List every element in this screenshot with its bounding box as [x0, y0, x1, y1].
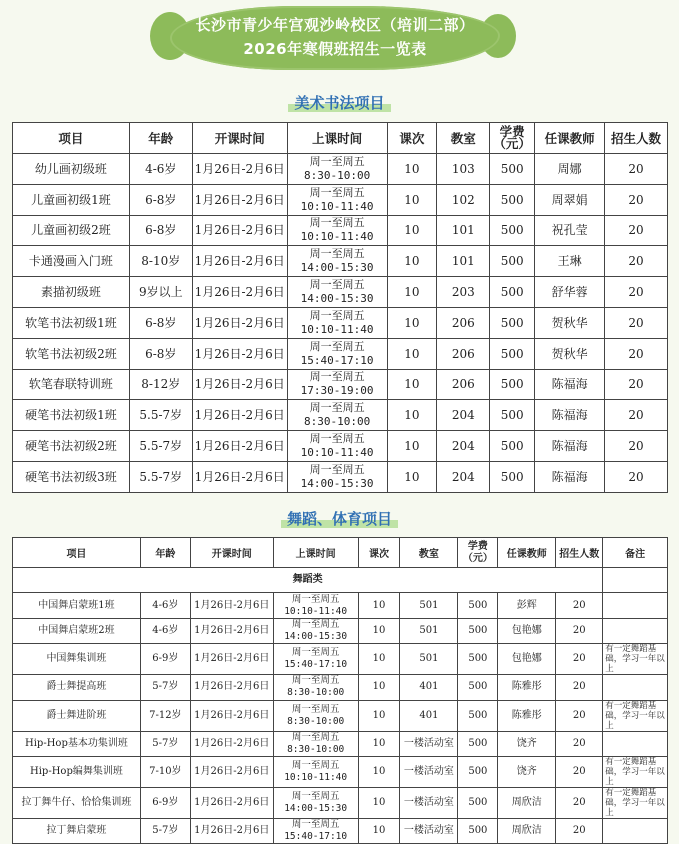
- enrollment-cell: 20: [556, 644, 603, 675]
- art-header-row: [13, 123, 668, 154]
- banner-title-line1: 长沙市青少年宫观沙岭校区（培训二部）: [195, 16, 475, 34]
- sessions-cell: 10: [358, 700, 400, 731]
- tuition-cell: 500: [490, 307, 535, 338]
- art-section-title-text: 美术书法项目: [288, 94, 390, 112]
- class-time-cell: [287, 184, 387, 215]
- note-cell: [603, 618, 668, 643]
- classroom-cell: 一楼活动室: [400, 756, 458, 787]
- tuition-cell: 500: [490, 154, 535, 185]
- teacher-cell: 贺秋华: [535, 338, 605, 369]
- tuition-cell: 500: [458, 675, 498, 700]
- class-days: 周一至周五: [291, 618, 340, 630]
- course-dates-cell: 1月26日-2月6日: [190, 618, 273, 643]
- note-cell: [603, 675, 668, 700]
- art-section-title: [0, 92, 679, 113]
- age-cell: 5.5-7岁: [129, 461, 192, 492]
- sessions-cell: 10: [387, 154, 437, 185]
- dance_section-header-6: 学费 （元）: [458, 538, 498, 568]
- course-name-cell: 中国舞集训班: [13, 644, 141, 675]
- class-hours: 14:00-15:30: [300, 261, 374, 275]
- art_section-header-3: 上课时间: [287, 123, 387, 154]
- age-cell: 5-7岁: [140, 818, 190, 843]
- tuition-cell: 500: [490, 215, 535, 246]
- class-time-cell: [287, 215, 387, 246]
- teacher-cell: 王琳: [535, 246, 605, 277]
- class-time-cell: [273, 644, 358, 675]
- class-time-cell: [287, 154, 387, 185]
- teacher-cell: 周欣洁: [498, 818, 556, 843]
- class-days: 周一至周五: [309, 401, 365, 415]
- dance-section-title: [0, 508, 679, 529]
- course-dates-cell: 1月26日-2月6日: [192, 215, 287, 246]
- teacher-cell: 陈福海: [535, 461, 605, 492]
- sessions-cell: 10: [387, 184, 437, 215]
- dance_section-row: [13, 618, 668, 643]
- class-hours: 14:00-15:30: [284, 630, 348, 642]
- class-hours: 14:00-15:30: [300, 292, 374, 306]
- class-days: 周一至周五: [309, 278, 365, 292]
- course-dates-cell: 1月26日-2月6日: [192, 184, 287, 215]
- dance_section-header-4: 课次: [358, 538, 400, 568]
- art_section-row: [13, 461, 668, 492]
- age-cell: 4-6岁: [129, 154, 192, 185]
- enrollment-cell: 20: [556, 700, 603, 731]
- class-days: 周一至周五: [309, 339, 365, 353]
- enrollment-cell: 20: [605, 461, 668, 492]
- art_section-row: [13, 154, 668, 185]
- course-name-cell: 幼儿画初级班: [13, 154, 130, 185]
- art_section-header-1: 年龄: [129, 123, 192, 154]
- art_section-header-0: 项目: [13, 123, 130, 154]
- enrollment-cell: 20: [556, 731, 603, 756]
- course-dates-cell: 1月26日-2月6日: [192, 246, 287, 277]
- class-days: 周一至周五: [309, 247, 365, 261]
- class-hours: 8:30-10:00: [287, 743, 345, 755]
- class-hours: 8:30-10:00: [303, 168, 371, 182]
- enrollment-cell: 20: [605, 400, 668, 431]
- class-time-cell: [273, 700, 358, 731]
- class-time-cell: [273, 675, 358, 700]
- class-time-cell: [287, 461, 387, 492]
- age-cell: 5-7岁: [140, 731, 190, 756]
- art_section-row: [13, 184, 668, 215]
- age-cell: 5.5-7岁: [129, 400, 192, 431]
- dance-section-title-text: 舞蹈、体育项目: [281, 510, 398, 528]
- dance_section-row: [13, 644, 668, 675]
- art_section-row: [13, 215, 668, 246]
- enrollment-cell: 20: [605, 277, 668, 308]
- class-time-cell: [273, 787, 358, 818]
- sessions-cell: 10: [387, 307, 437, 338]
- class-days: 周一至周五: [309, 370, 365, 384]
- course-name-cell: 硬笔书法初级2班: [13, 431, 130, 462]
- sessions-cell: 10: [387, 461, 437, 492]
- course-name-cell: 爵士舞提高班: [13, 675, 141, 700]
- art_section-row: [13, 246, 668, 277]
- teacher-cell: 周翠娟: [535, 184, 605, 215]
- class-time-cell: [287, 246, 387, 277]
- course-dates-cell: 1月26日-2月6日: [192, 369, 287, 400]
- sessions-cell: 10: [358, 756, 400, 787]
- course-name-cell: 软笔春联特训班: [13, 369, 130, 400]
- classroom-cell: 203: [437, 277, 490, 308]
- course-name-cell: 爵士舞进阶班: [13, 700, 141, 731]
- teacher-cell: 陈雅彤: [498, 700, 556, 731]
- class-days: 周一至周五: [291, 593, 340, 605]
- classroom-cell: 206: [437, 338, 490, 369]
- dance_section-header-0: 项目: [13, 538, 141, 568]
- class-days: 周一至周五: [291, 703, 340, 715]
- sessions-cell: 10: [358, 818, 400, 843]
- course-name-cell: 硬笔书法初级3班: [13, 461, 130, 492]
- class-hours: 10:10-11:40: [284, 771, 348, 783]
- dance-category-label: 舞蹈类: [13, 568, 603, 593]
- class-hours: 10:10-11:40: [284, 605, 348, 617]
- classroom-cell: 103: [437, 154, 490, 185]
- sessions-cell: 10: [387, 431, 437, 462]
- art_section-row: [13, 431, 668, 462]
- course-dates-cell: 1月26日-2月6日: [192, 307, 287, 338]
- course-name-cell: 中国舞启蒙班2班: [13, 618, 141, 643]
- dance_section-row: [13, 731, 668, 756]
- classroom-cell: 一楼活动室: [400, 731, 458, 756]
- class-time-cell: [287, 431, 387, 462]
- age-cell: 7-12岁: [140, 700, 190, 731]
- classroom-cell: 204: [437, 431, 490, 462]
- class-days: 周一至周五: [309, 185, 365, 199]
- classroom-cell: 204: [437, 400, 490, 431]
- course-name-cell: 硬笔书法初级1班: [13, 400, 130, 431]
- sessions-cell: 10: [387, 277, 437, 308]
- age-cell: 4-6岁: [140, 618, 190, 643]
- dance_section-row: [13, 787, 668, 818]
- class-time-cell: [287, 400, 387, 431]
- tuition-cell: 500: [458, 593, 498, 618]
- class-time-cell: [273, 593, 358, 618]
- note-cell: 有一定舞蹈基础，学习一年以上: [603, 700, 668, 731]
- course-dates-cell: 1月26日-2月6日: [192, 277, 287, 308]
- class-time-cell: [287, 369, 387, 400]
- dance-category-row: [13, 568, 668, 593]
- class-time-cell: [273, 618, 358, 643]
- class-hours: 10:10-11:40: [300, 322, 374, 336]
- course-dates-cell: 1月26日-2月6日: [190, 731, 273, 756]
- dance-schedule-table: [12, 537, 668, 844]
- age-cell: 5-7岁: [140, 675, 190, 700]
- course-dates-cell: 1月26日-2月6日: [190, 818, 273, 843]
- sessions-cell: 10: [387, 400, 437, 431]
- tuition-cell: 500: [458, 644, 498, 675]
- sessions-cell: 10: [358, 593, 400, 618]
- course-dates-cell: 1月26日-2月6日: [192, 431, 287, 462]
- teacher-cell: 周娜: [535, 154, 605, 185]
- classroom-cell: 501: [400, 593, 458, 618]
- class-days: 周一至周五: [291, 675, 340, 687]
- dance_section-row: [13, 756, 668, 787]
- art_section-row: [13, 338, 668, 369]
- classroom-cell: 101: [437, 246, 490, 277]
- enrollment-cell: 20: [605, 215, 668, 246]
- teacher-cell: 周欣洁: [498, 787, 556, 818]
- class-hours: 8:30-10:00: [287, 715, 345, 727]
- sessions-cell: 10: [358, 787, 400, 818]
- dance_section-row: [13, 818, 668, 843]
- art_section-row: [13, 277, 668, 308]
- art_section-header-7: 任课教师: [535, 123, 605, 154]
- course-dates-cell: 1月26日-2月6日: [190, 700, 273, 731]
- classroom-cell: 204: [437, 461, 490, 492]
- art_section-row: [13, 400, 668, 431]
- sessions-cell: 10: [387, 369, 437, 400]
- art-schedule-table: [12, 122, 668, 493]
- course-dates-cell: 1月26日-2月6日: [190, 675, 273, 700]
- enrollment-cell: 20: [605, 307, 668, 338]
- age-cell: 6-8岁: [129, 338, 192, 369]
- classroom-cell: 102: [437, 184, 490, 215]
- class-days: 周一至周五: [309, 462, 365, 476]
- sessions-cell: 10: [358, 644, 400, 675]
- class-time-cell: [273, 756, 358, 787]
- art_section-header-5: 教室: [437, 123, 490, 154]
- teacher-cell: 祝孔莹: [535, 215, 605, 246]
- course-dates-cell: 1月26日-2月6日: [192, 461, 287, 492]
- enrollment-cell: 20: [556, 618, 603, 643]
- teacher-cell: 陈福海: [535, 400, 605, 431]
- note-cell: [603, 731, 668, 756]
- age-cell: 6-9岁: [140, 644, 190, 675]
- tuition-cell: 500: [490, 461, 535, 492]
- class-time-cell: [287, 277, 387, 308]
- course-name-cell: 软笔书法初级1班: [13, 307, 130, 338]
- tuition-cell: 500: [490, 369, 535, 400]
- classroom-cell: 401: [400, 675, 458, 700]
- course-name-cell: 中国舞启蒙班1班: [13, 593, 141, 618]
- class-days: 周一至周五: [291, 759, 340, 771]
- enrollment-cell: 20: [605, 246, 668, 277]
- teacher-cell: 陈福海: [535, 369, 605, 400]
- course-dates-cell: 1月26日-2月6日: [192, 338, 287, 369]
- teacher-cell: 包艳娜: [498, 618, 556, 643]
- dance_section-header-7: 任课教师: [498, 538, 556, 568]
- class-time-cell: [287, 338, 387, 369]
- class-hours: 8:30-10:00: [287, 687, 345, 699]
- dance_section-row: [13, 700, 668, 731]
- course-name-cell: 儿童画初级2班: [13, 215, 130, 246]
- enrollment-cell: 20: [605, 184, 668, 215]
- art_section-row: [13, 307, 668, 338]
- course-dates-cell: 1月26日-2月6日: [190, 787, 273, 818]
- tuition-cell: 500: [490, 246, 535, 277]
- course-dates-cell: 1月26日-2月6日: [192, 154, 287, 185]
- enrollment-cell: 20: [605, 154, 668, 185]
- age-cell: 6-9岁: [140, 787, 190, 818]
- tuition-cell: 500: [490, 184, 535, 215]
- enrollment-cell: 20: [556, 787, 603, 818]
- classroom-cell: 206: [437, 369, 490, 400]
- class-time-cell: [273, 818, 358, 843]
- class-days: 周一至周五: [291, 819, 340, 831]
- enrollment-cell: 20: [605, 369, 668, 400]
- class-hours: 17:30-19:00: [300, 384, 374, 398]
- tuition-cell: 500: [458, 818, 498, 843]
- tuition-cell: 500: [490, 400, 535, 431]
- teacher-cell: 饶齐: [498, 731, 556, 756]
- tuition-cell: 500: [458, 618, 498, 643]
- class-hours: 15:40-17:10: [300, 353, 374, 367]
- art_section-header-8: 招生人数: [605, 123, 668, 154]
- course-dates-cell: 1月26日-2月6日: [192, 400, 287, 431]
- course-dates-cell: 1月26日-2月6日: [190, 756, 273, 787]
- dance_section-header-9: 备注: [603, 538, 668, 568]
- classroom-cell: 501: [400, 618, 458, 643]
- course-name-cell: 儿童画初级1班: [13, 184, 130, 215]
- dance_section-header-1: 年龄: [140, 538, 190, 568]
- sessions-cell: 10: [387, 215, 437, 246]
- dance_section-row: [13, 675, 668, 700]
- class-days: 周一至周五: [291, 790, 340, 802]
- dance-category-note: [603, 568, 668, 593]
- course-name-cell: 拉丁舞启蒙班: [13, 818, 141, 843]
- classroom-cell: 501: [400, 644, 458, 675]
- dance-header-row: [13, 538, 668, 568]
- age-cell: 6-8岁: [129, 307, 192, 338]
- note-cell: [603, 818, 668, 843]
- note-cell: 有一定舞蹈基础，学习一年以上: [603, 756, 668, 787]
- sessions-cell: 10: [358, 731, 400, 756]
- age-cell: 4-6岁: [140, 593, 190, 618]
- sessions-cell: 10: [387, 246, 437, 277]
- teacher-cell: 彭辉: [498, 593, 556, 618]
- class-hours: 15:40-17:10: [284, 831, 348, 843]
- class-days: 周一至周五: [291, 731, 340, 743]
- class-days: 周一至周五: [309, 154, 365, 168]
- teacher-cell: 饶齐: [498, 756, 556, 787]
- class-time-cell: [287, 307, 387, 338]
- class-hours: 14:00-15:30: [284, 802, 348, 814]
- art_section-header-6: 学费 （元）: [490, 123, 535, 154]
- teacher-cell: 陈福海: [535, 431, 605, 462]
- classroom-cell: 一楼活动室: [400, 787, 458, 818]
- art_section-header-2: 开课时间: [192, 123, 287, 154]
- note-cell: 有一定舞蹈基础，学习一年以上: [603, 787, 668, 818]
- class-days: 周一至周五: [309, 432, 365, 446]
- age-cell: 8-12岁: [129, 369, 192, 400]
- class-hours: 15:40-17:10: [284, 659, 348, 671]
- class-hours: 10:10-11:40: [300, 199, 374, 213]
- dance_section-header-8: 招生人数: [556, 538, 603, 568]
- note-cell: [603, 593, 668, 618]
- tuition-cell: 500: [458, 787, 498, 818]
- tuition-cell: 500: [490, 338, 535, 369]
- classroom-cell: 206: [437, 307, 490, 338]
- note-cell: 有一定舞蹈基础，学习一年以上: [603, 644, 668, 675]
- sessions-cell: 10: [358, 618, 400, 643]
- sessions-cell: 10: [358, 675, 400, 700]
- age-cell: 9岁以上: [129, 277, 192, 308]
- dance_section-row: [13, 593, 668, 618]
- dance_section-header-3: 上课时间: [273, 538, 358, 568]
- tuition-cell: 500: [490, 277, 535, 308]
- classroom-cell: 101: [437, 215, 490, 246]
- class-days: 周一至周五: [309, 308, 365, 322]
- enrollment-cell: 20: [556, 593, 603, 618]
- course-name-cell: 拉丁舞牛仔、恰恰集训班: [13, 787, 141, 818]
- sessions-cell: 10: [387, 338, 437, 369]
- course-name-cell: Hip-Hop编舞集训班: [13, 756, 141, 787]
- class-days: 周一至周五: [291, 647, 340, 659]
- course-dates-cell: 1月26日-2月6日: [190, 593, 273, 618]
- class-hours: 8:30-10:00: [303, 415, 371, 429]
- course-name-cell: 素描初级班: [13, 277, 130, 308]
- tuition-cell: 500: [458, 731, 498, 756]
- class-hours: 10:10-11:40: [300, 230, 374, 244]
- enrollment-cell: 20: [605, 431, 668, 462]
- dance_section-header-5: 教室: [400, 538, 458, 568]
- course-dates-cell: 1月26日-2月6日: [190, 644, 273, 675]
- age-cell: 7-10岁: [140, 756, 190, 787]
- age-cell: 8-10岁: [129, 246, 192, 277]
- age-cell: 5.5-7岁: [129, 431, 192, 462]
- teacher-cell: 包艳娜: [498, 644, 556, 675]
- teacher-cell: 贺秋华: [535, 307, 605, 338]
- dance_section-header-2: 开课时间: [190, 538, 273, 568]
- teacher-cell: 舒华蓉: [535, 277, 605, 308]
- class-hours: 10:10-11:40: [300, 446, 374, 460]
- tuition-cell: 500: [490, 431, 535, 462]
- enrollment-cell: 20: [556, 818, 603, 843]
- age-cell: 6-8岁: [129, 184, 192, 215]
- tuition-cell: 500: [458, 756, 498, 787]
- tuition-cell: 500: [458, 700, 498, 731]
- art_section-header-4: 课次: [387, 123, 437, 154]
- course-name-cell: 软笔书法初级2班: [13, 338, 130, 369]
- classroom-cell: 一楼活动室: [400, 818, 458, 843]
- course-name-cell: Hip-Hop基本功集训班: [13, 731, 141, 756]
- art_section-row: [13, 369, 668, 400]
- enrollment-cell: 20: [556, 675, 603, 700]
- teacher-cell: 陈雅彤: [498, 675, 556, 700]
- class-time-cell: [273, 731, 358, 756]
- classroom-cell: 401: [400, 700, 458, 731]
- class-hours: 14:00-15:30: [300, 476, 374, 490]
- enrollment-cell: 20: [556, 756, 603, 787]
- age-cell: 6-8岁: [129, 215, 192, 246]
- banner-title-line2: 2026年寒假班招生一览表: [243, 40, 427, 58]
- enrollment-cell: 20: [605, 338, 668, 369]
- class-days: 周一至周五: [309, 216, 365, 230]
- course-name-cell: 卡通漫画入门班: [13, 246, 130, 277]
